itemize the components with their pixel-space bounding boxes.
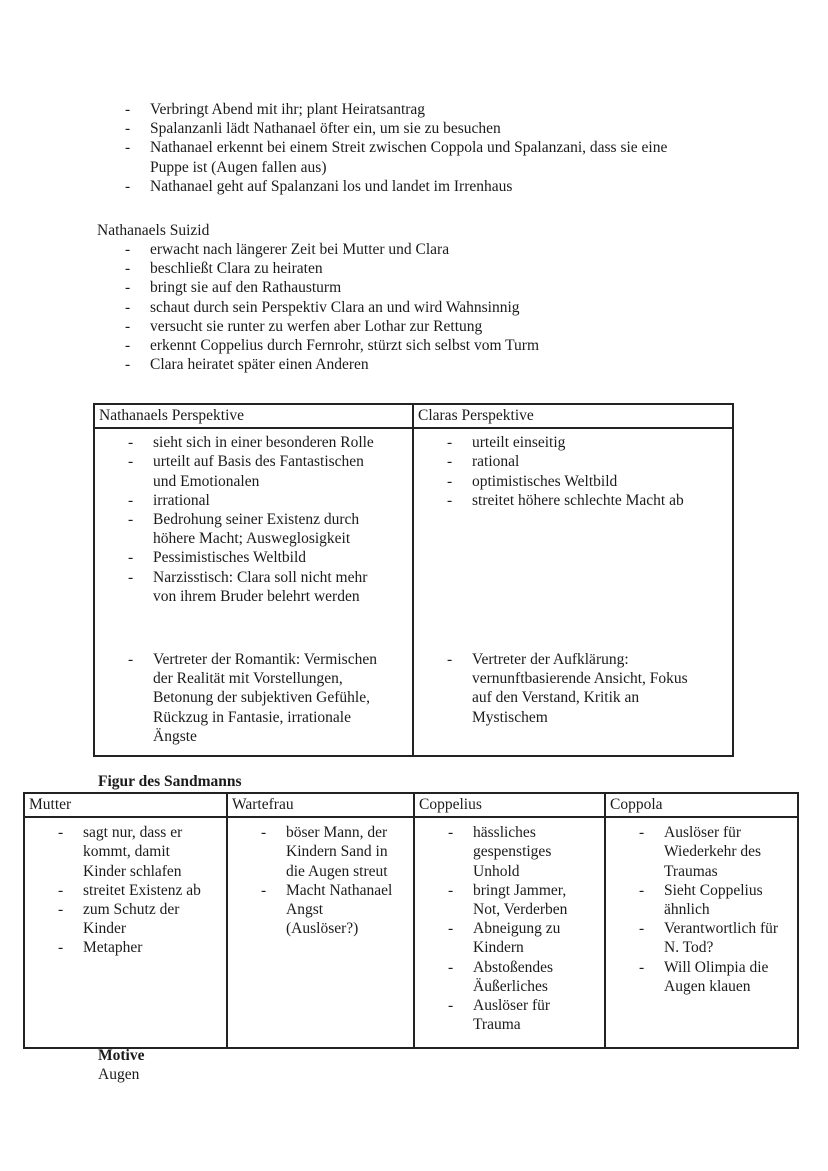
- nathanael-bottom-list: [95, 650, 412, 746]
- bullet-item: - Metapher: [58, 938, 208, 957]
- cell-clara-bottom: [413, 650, 733, 756]
- sandmann-body-row: [24, 817, 798, 1048]
- nathanael-top-list: [95, 433, 412, 606]
- bullet-item: - Bedrohung seiner Existenz durch höhere Macht; Ausweglosigkeit: [128, 510, 388, 548]
- bullet-item: - Clara heiratet später einen Anderen: [125, 355, 707, 374]
- bullet-item: - zum Schutz der Kinder: [58, 900, 208, 938]
- bullet-item: - urteilt einseitig: [447, 433, 708, 452]
- cell-coppelius: [414, 817, 605, 1048]
- column-header-claras-perspektive: Claras Perspektive: [413, 404, 733, 428]
- column-header-coppola: Coppola: [605, 793, 798, 817]
- bullet-item: - erkennt Coppelius durch Fernrohr, stürzt sich selbst vom Turm: [125, 336, 707, 355]
- bullet-item: - Macht Nathanael Angst (Auslöser?): [261, 881, 395, 939]
- wartefrau-list: [228, 823, 413, 938]
- bullet-item: - Spalanzanli lädt Nathanael öfter ein, um sie zu besuchen: [125, 119, 707, 138]
- bullet-item: - böser Mann, der Kindern Sand in die Augen streut: [261, 823, 395, 881]
- bullet-item: - Auslöser für Trauma: [448, 996, 586, 1034]
- sandmann-header-row: [24, 793, 798, 817]
- bullet-item: - streitet Existenz ab: [58, 881, 208, 900]
- bullet-item: - Nathanael geht auf Spalanzani los und landet im Irrenhaus: [125, 177, 707, 196]
- bullet-item: - streitet höhere schlechte Macht ab: [447, 491, 708, 510]
- cell-nathanael-top: [94, 428, 413, 650]
- motive-text: Augen: [98, 1066, 140, 1083]
- coppola-list: [606, 823, 797, 996]
- bullet-item: - Abstoßendes Äußerliches: [448, 958, 586, 996]
- bullet-item: - optimistisches Weltbild: [447, 472, 708, 491]
- perspektive-row-top: [94, 428, 733, 650]
- column-header-coppelius: Coppelius: [414, 793, 605, 817]
- cell-coppola: [605, 817, 798, 1048]
- section-title-suizid: Nathanaels Suizid: [97, 222, 210, 239]
- bullet-item: - Abneigung zu Kindern: [448, 919, 586, 957]
- clara-bottom-list: [414, 650, 732, 727]
- bullet-item: - Vertreter der Romantik: Vermischen der Realität mit Vorstellungen, Betonung der subjektiven Gefühle, Rückzug in Fantasie, irrationale Ängste: [128, 650, 388, 746]
- bullet-item: - Narzisstisch: Clara soll nicht mehr von ihrem Bruder belehrt werden: [128, 568, 388, 606]
- bullet-item: - bringt Jammer, Not, Verderben: [448, 881, 586, 919]
- bullet-item: - erwacht nach längerer Zeit bei Mutter und Clara: [125, 240, 707, 259]
- cell-wartefrau: [227, 817, 414, 1048]
- intro-bullet-list: [125, 100, 707, 196]
- suizid-bullet-list: [125, 240, 707, 374]
- bullet-item: - hässliches gespenstiges Unhold: [448, 823, 586, 881]
- bullet-item: - Auslöser für Wiederkehr des Traumas: [639, 823, 787, 881]
- clara-top-list: [414, 433, 732, 510]
- section-title-sandmann: Figur des Sandmanns: [98, 773, 242, 790]
- bullet-item: - sieht sich in einer besonderen Rolle: [128, 433, 388, 452]
- column-header-mutter: Mutter: [24, 793, 227, 817]
- column-header-nathanaels-perspektive: Nathanaels Perspektive: [94, 404, 413, 428]
- bullet-item: - Verantwortlich für N. Tod?: [639, 919, 787, 957]
- bullet-item: - Pessimistisches Weltbild: [128, 548, 388, 567]
- coppelius-list: [415, 823, 604, 1034]
- perspektive-table: [93, 403, 734, 757]
- bullet-item: - bringt sie auf den Rathausturm: [125, 278, 707, 297]
- bullet-item: - Verbringt Abend mit ihr; plant Heiratsantrag: [125, 100, 707, 119]
- mutter-list: [25, 823, 226, 957]
- sandmann-table: [23, 792, 799, 1049]
- bullet-item: - rational: [447, 452, 708, 471]
- bullet-item: - schaut durch sein Perspektiv Clara an und wird Wahnsinnig: [125, 298, 707, 317]
- bullet-item: - urteilt auf Basis des Fantastischen und Emotionalen: [128, 452, 388, 490]
- cell-clara-top: [413, 428, 733, 650]
- bullet-item: - versucht sie runter zu werfen aber Lothar zur Rettung: [125, 317, 707, 336]
- column-header-wartefrau: Wartefrau: [227, 793, 414, 817]
- bullet-item: - Sieht Coppelius ähnlich: [639, 881, 787, 919]
- bullet-item: - sagt nur, dass er kommt, damit Kinder schlafen: [58, 823, 208, 881]
- bullet-item: - Nathanael erkennt bei einem Streit zwischen Coppola und Spalanzani, dass sie eine Puppe ist (Augen fallen aus): [125, 138, 707, 176]
- perspektive-header-row: [94, 404, 733, 428]
- perspektive-row-bottom: [94, 650, 733, 756]
- bullet-item: - Will Olimpia die Augen klauen: [639, 958, 787, 996]
- cell-nathanael-bottom: [94, 650, 413, 756]
- bullet-item: - irrational: [128, 491, 388, 510]
- section-title-motive: Motive: [98, 1047, 145, 1064]
- bullet-item: - beschließt Clara zu heiraten: [125, 259, 707, 278]
- bullet-item: - Vertreter der Aufklärung: vernunftbasierende Ansicht, Fokus auf den Verstand, Kritik an Mystischem: [447, 650, 708, 727]
- cell-mutter: [24, 817, 227, 1048]
